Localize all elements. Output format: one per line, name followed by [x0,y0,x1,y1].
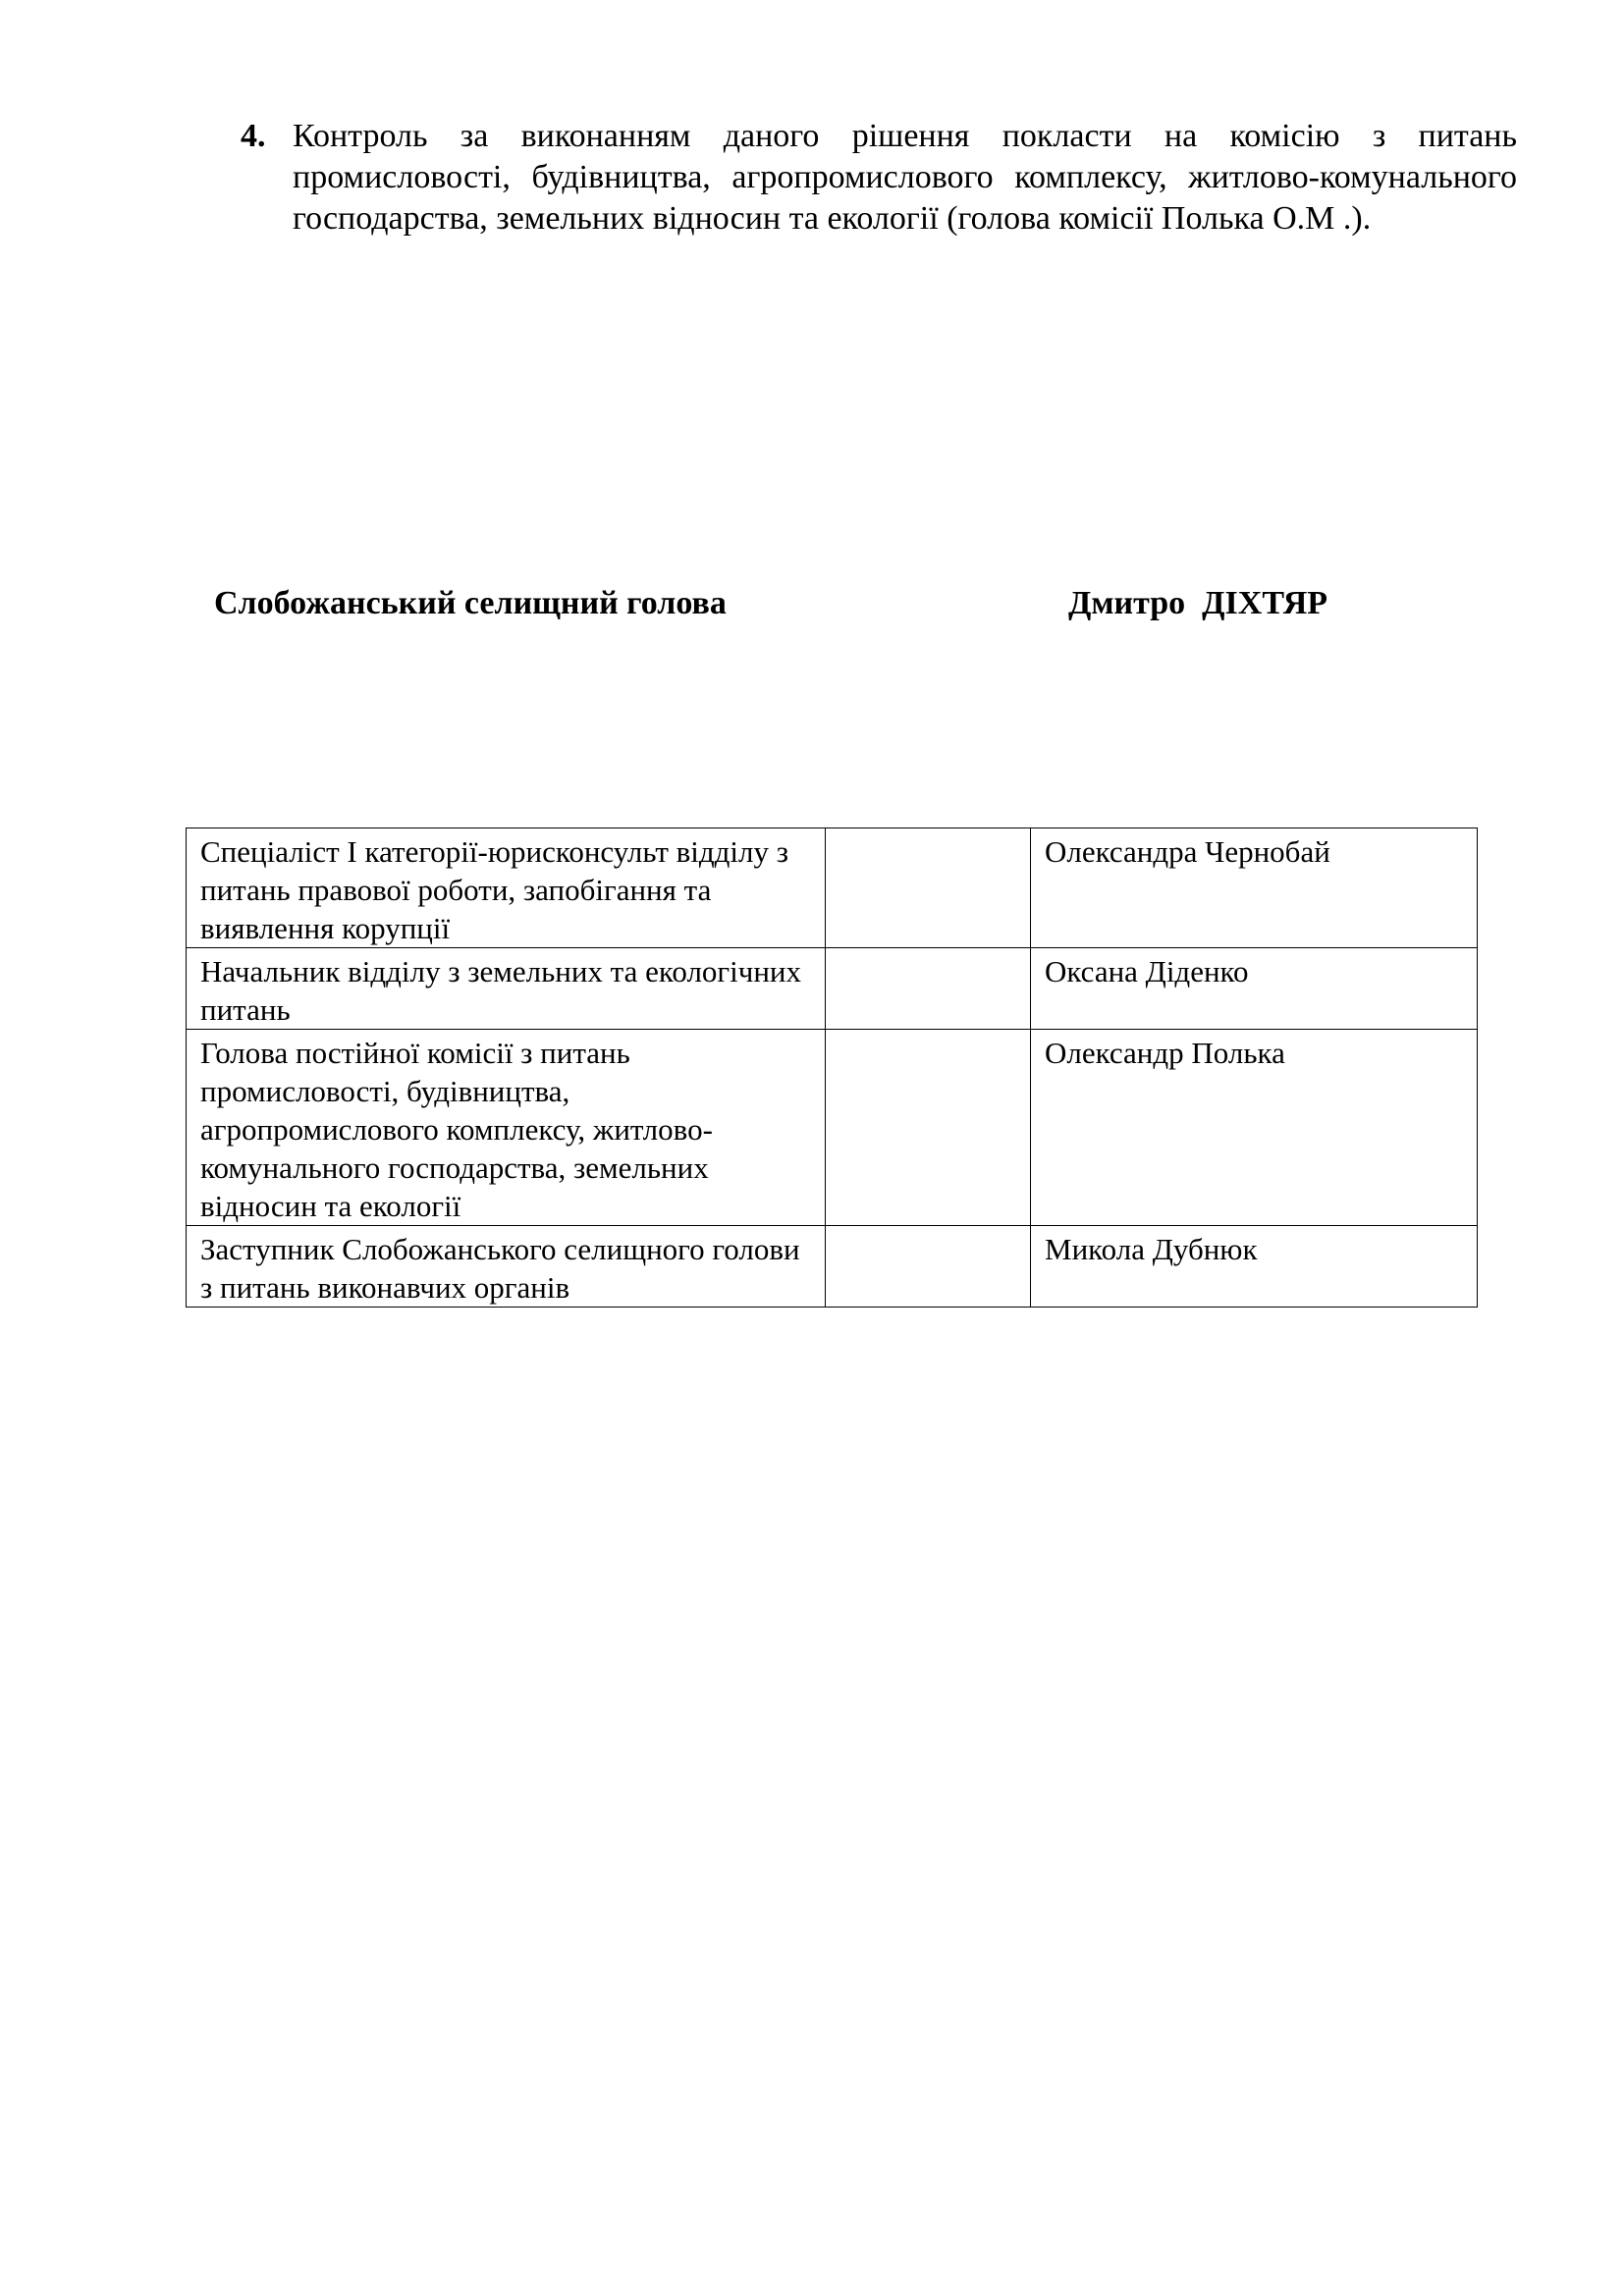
approver-position: Голова постійної комісії з питань промисловості, будівництва, агропромислового комплексу, житлово-комунального господарства, земельних відносин та екології [187,1030,826,1226]
approver-name: Олександра Чернобай [1031,828,1478,948]
signature-cell [826,828,1031,948]
signature-cell [826,1030,1031,1226]
signature-cell [826,948,1031,1030]
approver-name: Микола Дубнюк [1031,1226,1478,1308]
approver-position: Начальник відділу з земельних та екологічних питань [187,948,826,1030]
clause-text: Контроль за виконанням даного рішення покласти на комісію з питань промисловості, будівництва, агропромислового комплексу, житлово-комунального господарства, земельних відносин та екології (голова комісії Полька О.М .). [293,118,1517,237]
signatory-title: Слобожанський селищний голова [214,585,727,621]
table-row [187,828,1478,948]
approver-position: Заступник Слобожанського селищного голови з питань виконавчих органів [187,1226,826,1308]
approval-table [186,828,1478,1308]
approver-name: Оксана Діденко [1031,948,1478,1030]
signature-cell [826,1226,1031,1308]
table-row [187,1226,1478,1308]
approver-position: Спеціаліст І категорії-юрисконсульт відділу з питань правової роботи, запобігання та виявлення корупції [187,828,826,948]
signatory-name: Дмитро ДІХТЯР [1068,585,1328,621]
approver-name: Олександр Полька [1031,1030,1478,1226]
clause-number: 4. [241,118,266,154]
table-row [187,948,1478,1030]
table-row [187,1030,1478,1226]
